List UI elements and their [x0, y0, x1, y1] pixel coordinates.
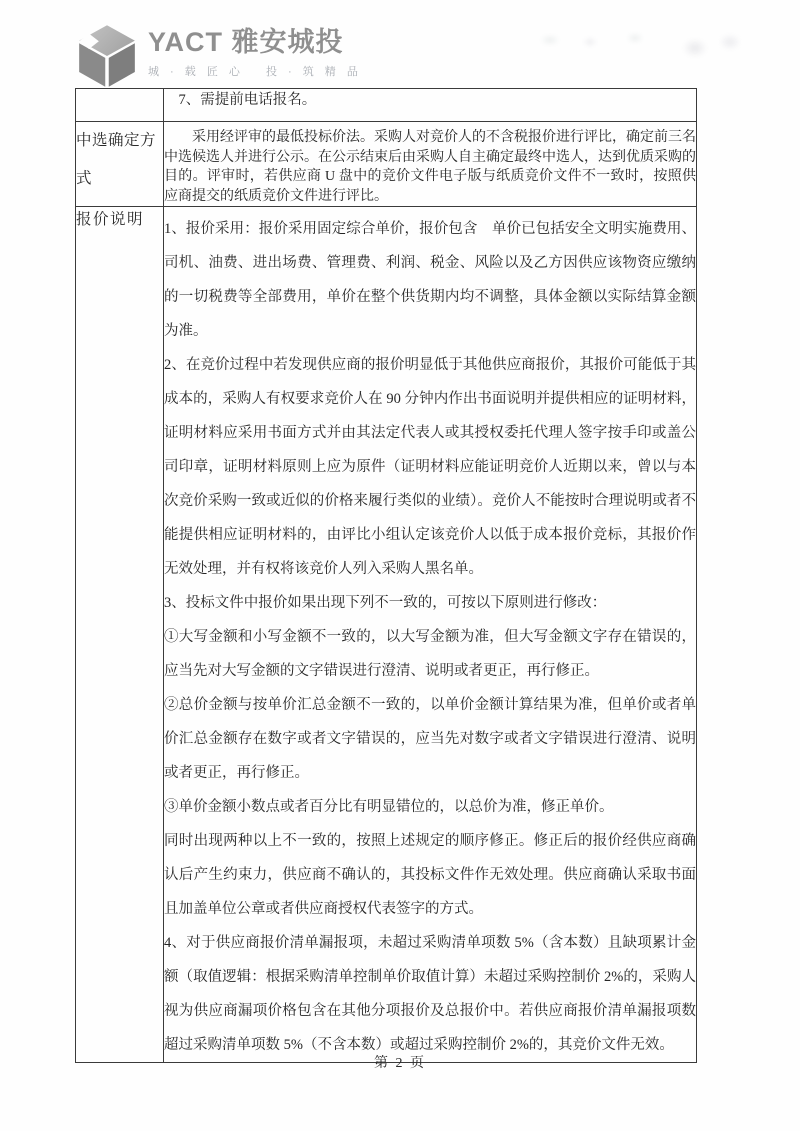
paragraph-3-item-1: ①大写金额和小写金额不一致的，以大写金额为准，但大写金额文字存在错误的，应当先对大写金额的文字错误进行澄清、说明或者更正，再行修正。 [164, 629, 696, 679]
logo-tagline: 城 · 载 匠 心 投 · 筑 精 品 [148, 65, 362, 78]
page-number: 第 2 页 [374, 1056, 426, 1071]
paragraph: 采用经评审的最低投标价法。采购人对竞价人的不含税报价进行评比，确定前三名中选候选人并进行公示。在公示结束后由采购人自主确定最终中选人，达到优质采购的目的。评审时，若供应商 U 盘中的竞价文件电子版与纸质竞价文件不一致时，按照供应商提交的纸质竞价文件进行评比。 [164, 130, 696, 204]
paragraph: 7、需提前电话报名。 [178, 92, 317, 108]
table-row-selection-method [76, 122, 697, 207]
row-label-quotation-notes: 报价说明 [76, 207, 164, 1063]
logo [78, 24, 362, 88]
paragraph-3-item-2: ②总价金额与按单价汇总金额不一致的，以单价金额计算结果为准，但单价或者单价汇总金额存在数字或者文字错误的，应当先对数字或者文字错误进行澄清、说明或者更正，再行修正。 [164, 697, 696, 781]
cube-logo-icon [78, 24, 136, 88]
row-content-cell [164, 207, 697, 1063]
row-content-cell [164, 89, 697, 122]
logo-text-block [148, 24, 362, 79]
paragraph-3-order-rule: 同时出现两种以上不一致的，按照上述规定的顺序修正。修正后的报价经供应商确认后产生约束力，供应商不确认的，其投标文件作无效处理。供应商确认采取书面且加盖单位公章或者供应商授权代表签字的方式。 [164, 833, 696, 917]
row-content-cell [164, 122, 697, 207]
paragraph-1: 1、报价采用：报价采用固定综合单价，报价包含 单价已包括安全文明实施费用、司机、油费、进出场费、管理费、利润、税金、风险以及乙方因供应该物资应缴纳的一切税费等全部费用，单价在整个供货期内均不调整，具体金额以实际结算金额为准。 [164, 221, 696, 339]
table-row-quotation-notes [76, 207, 697, 1063]
table-row-registration-note [76, 89, 697, 122]
row-label-selection-method: 中选确定方式 [76, 122, 164, 207]
paragraph-4: 4、对于供应商报价清单漏报项，未超过采购清单项数 5%（含本数）且缺项累计金额（取值逻辑：根据采购清单控制单价取值计算）未超过采购控制价 2%的，采购人视为供应商漏项价格包含在其他分项报价及总报价中。若供应商报价清单漏报项数超过采购清单项数 5%（不含本数）或超过采购控制价 2%的，其竞价文件无效。 [164, 935, 696, 1053]
row-label-cell-empty [76, 89, 164, 122]
logo-brand-text: YACT 雅安城投 [148, 27, 344, 57]
bidding-info-table [75, 88, 697, 1063]
paragraph-3: 3、投标文件中报价如果出现下列不一致的，可按以下原则进行修改： [164, 595, 607, 611]
paragraph-3-item-3: ③单价金额小数点或者百分比有明显错位的，以总价为准，修正单价。 [164, 799, 614, 815]
paragraph-2: 2、在竞价过程中若发现供应商的报价明显低于其他供应商报价，其报价可能低于其成本的，采购人有权要求竞价人在 90 分钟内作出书面说明并提供相应的证明材料，证明材料应采用书面方式并由其法定代表人或其授权委托代理人签字按手印或盖公司印章，证明材料原则上应为原件（证明材料应能证明竞价人近期以来，曾以与本次竞价采购一致或近似的价格来履行类似的业绩）。竞价人不能按时合理说明或者不能提供相应证明材料的，由评比小组认定该竞价人以低于成本报价竞标，其报价作无效处理，并有权将该竞价人列入采购人黑名单。 [164, 357, 696, 577]
scan-bleedthrough-artifact [530, 22, 780, 67]
